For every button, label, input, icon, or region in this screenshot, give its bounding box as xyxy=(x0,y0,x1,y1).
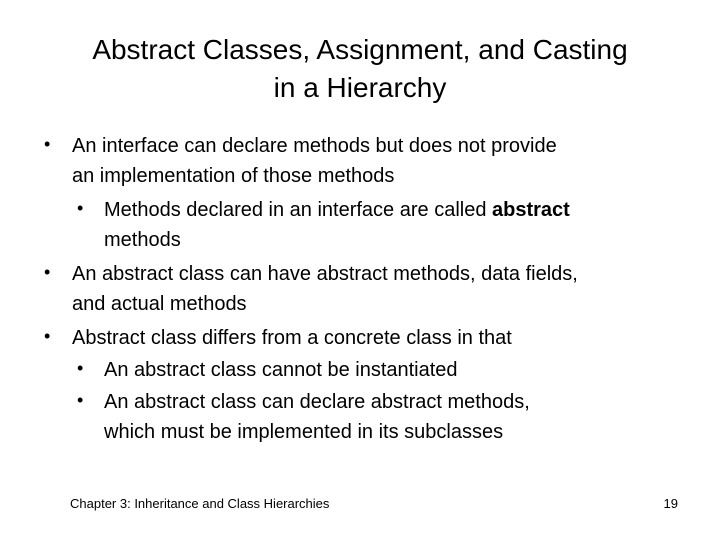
bullet-2-line-1: An abstract class can have abstract methods, data fields, xyxy=(72,263,578,285)
sub-bullet-3-line-1: An abstract class can declare abstract methods, xyxy=(104,391,530,413)
bullet-marker: • xyxy=(44,262,51,282)
sub-bullet-marker: • xyxy=(77,358,84,378)
bullet-marker: • xyxy=(44,134,51,154)
bullet-marker: • xyxy=(44,326,51,346)
page-number: 19 xyxy=(663,496,678,511)
sub-bullet-3-line-2: which must be implemented in its subclasses xyxy=(104,421,504,443)
sub-bullet-marker: • xyxy=(77,198,84,218)
sub-bullet-1-line-1 xyxy=(104,194,570,226)
sub-bullet-1-line-2: methods xyxy=(104,229,181,251)
sub-bullet-2-line-1: An abstract class cannot be instantiated xyxy=(104,359,458,381)
bullet-3-line-1: Abstract class differs from a concrete class in that xyxy=(72,327,512,349)
bullet-1-line-2: an implementation of those methods xyxy=(72,165,395,187)
slide-title xyxy=(40,31,680,107)
sub-bullet-1-bold-term: abstract xyxy=(492,199,570,221)
sub-bullet-marker: • xyxy=(77,390,84,410)
bullet-2-line-2: and actual methods xyxy=(72,293,247,315)
sub-bullet-1-text: Methods declared in an interface are called xyxy=(104,199,493,221)
footer-chapter-title: Chapter 3: Inheritance and Class Hierarchies xyxy=(70,496,330,511)
slide-title-line-2: in a Hierarchy xyxy=(273,72,447,103)
bullet-1-line-1: An interface can declare methods but does not provide xyxy=(72,135,557,157)
slide-title-line-1: Abstract Classes, Assignment, and Casting xyxy=(92,34,628,65)
